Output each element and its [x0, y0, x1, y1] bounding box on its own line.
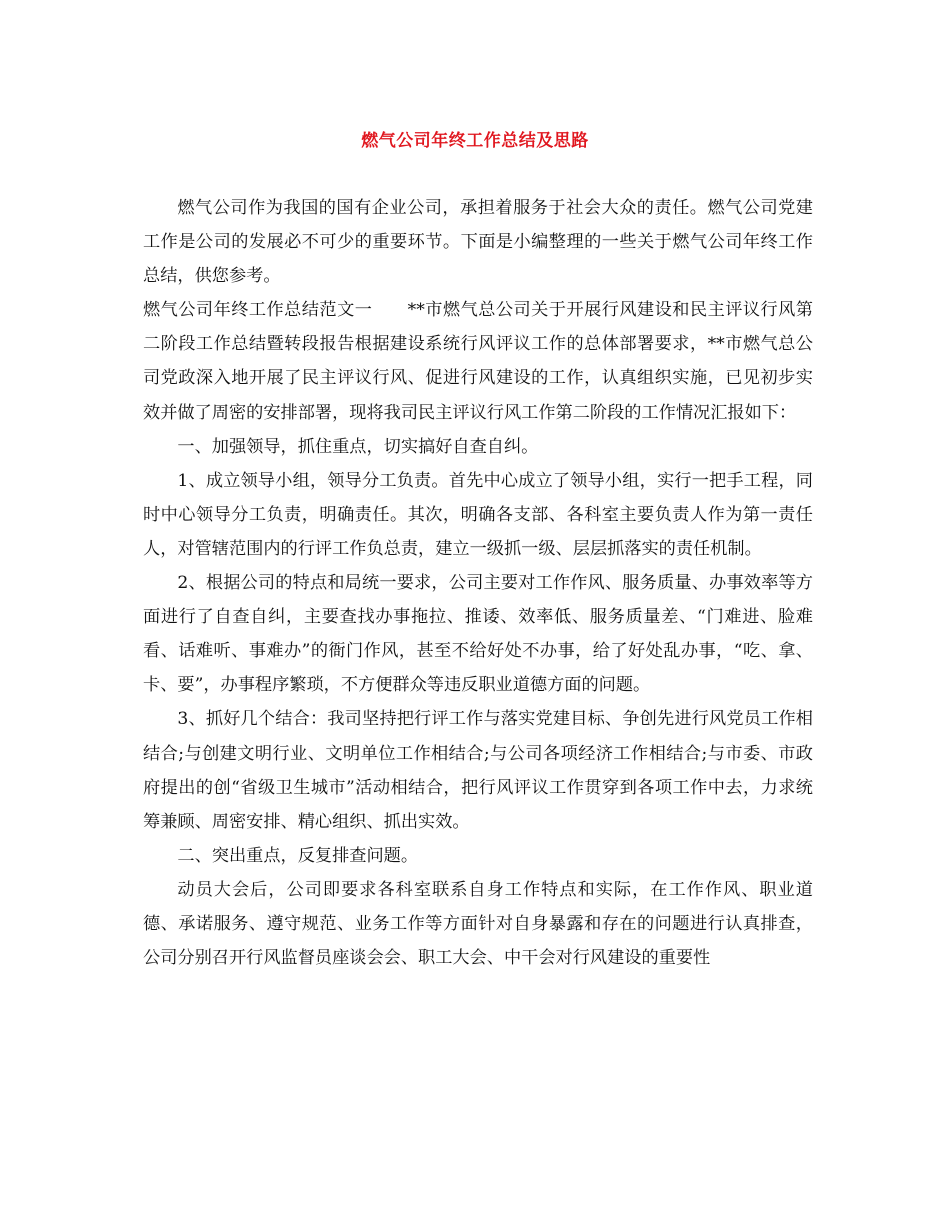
- paragraph-point-three: 3、抓好几个结合：我司坚持把行评工作与落实党建目标、争创先进行风党员工作相结合;与创建文明行业、文明单位工作相结合;与公司各项经济工作相结合;与市委、市政府提出的创“省级卫生城市”活动相结合，把行风评议工作贯穿到各项工作中去，力求统筹兼顾、周密安排、精心组织、抓出实效。: [143, 709, 813, 832]
- document-title: 燃气公司年终工作总结及思路: [361, 131, 589, 151]
- paragraph-intro: 燃气公司作为我国的国有企业公司，承担着服务于社会大众的责任。燃气公司党建工作是公司的发展必不可少的重要环节。下面是小编整理的一些关于燃气公司年终工作总结，供您参考。: [143, 198, 813, 287]
- document-body: [143, 191, 813, 975]
- paragraph-point-one: 1、成立领导小组，领导分工负责。首先中心成立了领导小组，实行一把手工程，同时中心领导分工负责，明确责任。其次，明确各支部、各科室主要负责人作为第一责任人，对管辖范围内的行评工作负总责，建立一级抓一级、层层抓落实的责任机制。: [143, 470, 813, 559]
- paragraph-point-two: 2、根据公司的特点和局统一要求，公司主要对工作作风、服务质量、办事效率等方面进行了自查自纠，主要查找办事拖拉、推诿、效率低、服务质量差、“门难进、脸难看、话难听、事难办”的衙门作风，甚至不给好处不办事，给了好处乱办事，“吃、拿、卡、要”，办事程序繁琐，不方便群众等违反职业道德方面的问题。: [143, 573, 813, 696]
- paragraph-heading-one: 一、加强领导，抓住重点，切实搞好自查自纠。: [177, 436, 539, 457]
- paragraph-sample-one: 燃气公司年终工作总结范文一 **市燃气总公司关于开展行风建设和民主评议行风第二阶段工作总结暨转段报告根据建设系统行风评议工作的总体部署要求，**市燃气总公司党政深入地开展了民主评议行风、促进行风建设的工作，认真组织实施，已见初步实效并做了周密的安排部署，现将我司民主评议行风工作第二阶段的工作情况汇报如下：: [143, 300, 813, 423]
- paragraph-heading-two: 二、突出重点，反复排查问题。: [177, 845, 419, 866]
- paragraph-mobilization: 动员大会后，公司即要求各科室联系自身工作特点和实际，在工作作风、职业道德、承诺服务、遵守规范、业务工作等方面针对自身暴露和存在的问题进行认真排查，公司分别召开行风监督员座谈会会、职工大会、中干会对行风建设的重要性: [143, 879, 813, 969]
